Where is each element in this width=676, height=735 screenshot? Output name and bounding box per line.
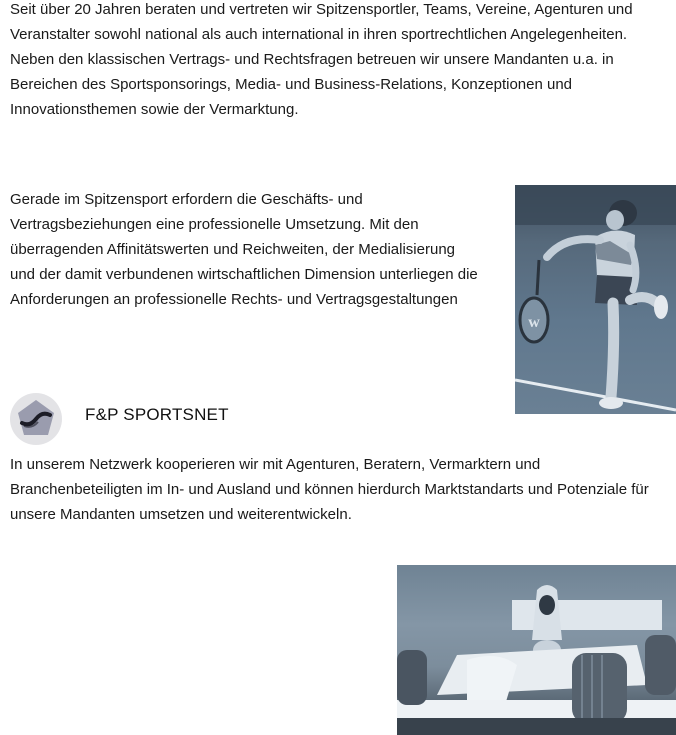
sportsnet-logo-icon: [10, 393, 62, 445]
sportsnet-title: F&P SPORTSNET: [85, 405, 229, 424]
intro-paragraph: [10, 0, 672, 122]
formula-one-car-photo: [397, 565, 676, 735]
elite-sport-paragraph: Gerade im Spitzensport erfordern die Geschäfts- und Vertragsbeziehungen eine professionelle Umsetzung. Mit den überragenden Affinitätswerten und Reichweiten, der Medialisierung und der damit verbundenen wirtschaftlichen Dimension unterliegen die Anforderungen an professionelle Rechts- und Vertragsgestaltungen: [10, 191, 478, 308]
svg-text:w: w: [528, 314, 540, 331]
intro-text-1: Seit über 20 Jahren beraten und vertreten wir Spitzensportler, Teams, Vereine, Agenturen und Veranstalter sowohl national als auch international in ihren sportrechtlichen Angelegenheiten.: [10, 1, 633, 43]
network-paragraph: In unserem Netzwerk kooperieren wir mit Agenturen, Beratern, Vermarktern und Branchenbeteiligten im In- und Ausland und können hierdurch Marktstandarts und Potenziale für unsere Mandanten umsetzen und weiterentwickeln.: [10, 456, 649, 523]
intro-text-2: Neben den klassischen Vertrags- und Rechtsfragen betreuen wir unsere Mandanten u.a. in Bereichen des Sportsponsorings, Media- und Business-Relations, Konzeptionen und Innovationsthemen sowie der Vermarktung.: [10, 51, 614, 118]
tennis-player-photo: [515, 185, 676, 414]
